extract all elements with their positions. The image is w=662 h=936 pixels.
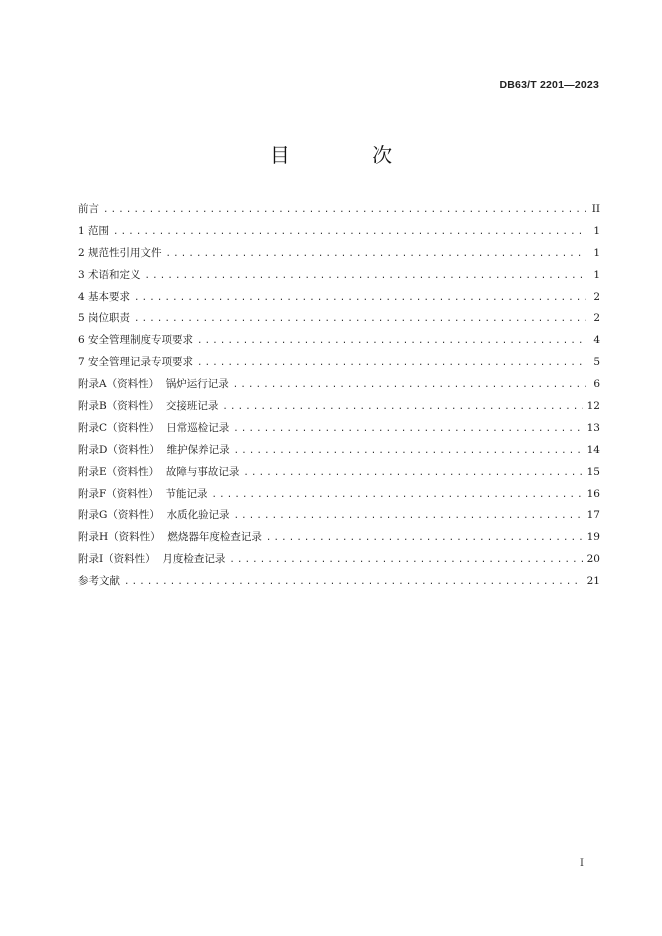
toc-entry-label: 6 安全管理制度专项要求 [78, 334, 194, 347]
toc-leader-dots [233, 375, 586, 397]
toc-leader-dots [211, 485, 582, 507]
toc-leader-dots [222, 397, 582, 419]
toc-leader-dots [166, 244, 586, 266]
toc-entry[interactable] [78, 549, 600, 571]
toc-entry-page: 20 [586, 553, 600, 566]
toc-entry[interactable] [78, 418, 600, 440]
toc-entry[interactable] [78, 484, 600, 506]
toc-leader-dots [103, 200, 586, 222]
toc-entry[interactable] [78, 462, 600, 484]
toc-entry-page: 19 [586, 531, 600, 544]
toc-entry[interactable] [78, 527, 600, 549]
toc-entry[interactable] [78, 505, 600, 527]
toc-entry-page: 2 [593, 290, 600, 303]
toc-entry-page: 12 [586, 400, 600, 413]
toc-entry-page: 21 [586, 575, 600, 588]
toc-leader-dots [234, 441, 583, 463]
toc-entry-page: 15 [586, 465, 600, 478]
toc-entry[interactable] [78, 287, 600, 309]
toc-entry[interactable] [78, 243, 600, 265]
toc-entry-page: 14 [586, 443, 600, 456]
toc-leader-dots [229, 550, 582, 572]
toc-leader-dots [113, 222, 586, 244]
toc-leader-dots [266, 528, 583, 550]
toc-leader-dots [124, 572, 583, 594]
toc-entry-label: 附录C（资料性） 日常巡检记录 [78, 421, 230, 434]
toc-entry-page: 2 [593, 312, 600, 325]
toc-entry-label: 1 范围 [78, 224, 110, 237]
toc-entry-page: 13 [586, 421, 600, 434]
toc-leader-dots [197, 353, 586, 375]
toc-entry-label: 参考文献 [78, 575, 120, 588]
toc-entry-label: 附录H（资料性） 燃烧器年度检查记录 [78, 531, 262, 544]
toc-entry-label: 附录F（资料性） 节能记录 [78, 487, 208, 500]
toc-entry-page: 1 [593, 246, 600, 259]
toc-leader-dots [134, 309, 586, 331]
toc-entry-page: 4 [593, 334, 600, 347]
toc-entry-label: 5 岗位职责 [78, 312, 131, 325]
toc-entry[interactable] [78, 265, 600, 287]
toc-entry-label: 7 安全管理记录专项要求 [78, 356, 194, 369]
table-of-contents [78, 199, 600, 593]
toc-leader-dots [234, 506, 583, 528]
toc-leader-dots [134, 288, 586, 310]
toc-entry-label: 附录A（资料性） 锅炉运行记录 [78, 378, 229, 391]
toc-entry[interactable] [78, 330, 600, 352]
toc-entry[interactable] [78, 308, 600, 330]
toc-leader-dots [243, 463, 582, 485]
toc-entry-label: 附录G（资料性） 水质化验记录 [78, 509, 230, 522]
toc-entry[interactable] [78, 396, 600, 418]
toc-entry-page: 1 [593, 224, 600, 237]
toc-entry-label: 附录B（资料性） 交接班记录 [78, 400, 219, 413]
page-number: I [580, 858, 584, 869]
toc-entry[interactable] [78, 440, 600, 462]
toc-entry-label: 前言 [78, 203, 99, 215]
toc-entry-page: 17 [586, 509, 600, 522]
toc-entry-label: 附录E（资料性） 故障与事故记录 [78, 465, 240, 478]
toc-entry[interactable] [78, 374, 600, 396]
toc-entry-page: 16 [586, 487, 600, 500]
toc-entry-page: 1 [593, 268, 600, 281]
toc-entry-page: 5 [593, 356, 600, 369]
page-title: 目 次 [269, 143, 431, 167]
toc-entry[interactable] [78, 352, 600, 374]
toc-entry[interactable] [78, 221, 600, 243]
toc-entry[interactable] [78, 571, 600, 593]
toc-entry-label: 2 规范性引用文件 [78, 246, 162, 259]
toc-leader-dots [197, 331, 586, 353]
toc-entry-label: 附录I（资料性） 月度检查记录 [78, 553, 226, 566]
document-code: DB63/T 2201—2023 [499, 79, 599, 91]
toc-entry-label: 附录D（资料性） 维护保养记录 [78, 443, 230, 456]
toc-leader-dots [145, 266, 586, 288]
toc-entry-page: II [591, 203, 600, 215]
toc-entry-label: 3 术语和定义 [78, 268, 141, 281]
toc-entry[interactable] [78, 199, 600, 221]
toc-leader-dots [233, 419, 582, 441]
toc-entry-page: 6 [593, 378, 600, 391]
toc-entry-label: 4 基本要求 [78, 290, 131, 303]
